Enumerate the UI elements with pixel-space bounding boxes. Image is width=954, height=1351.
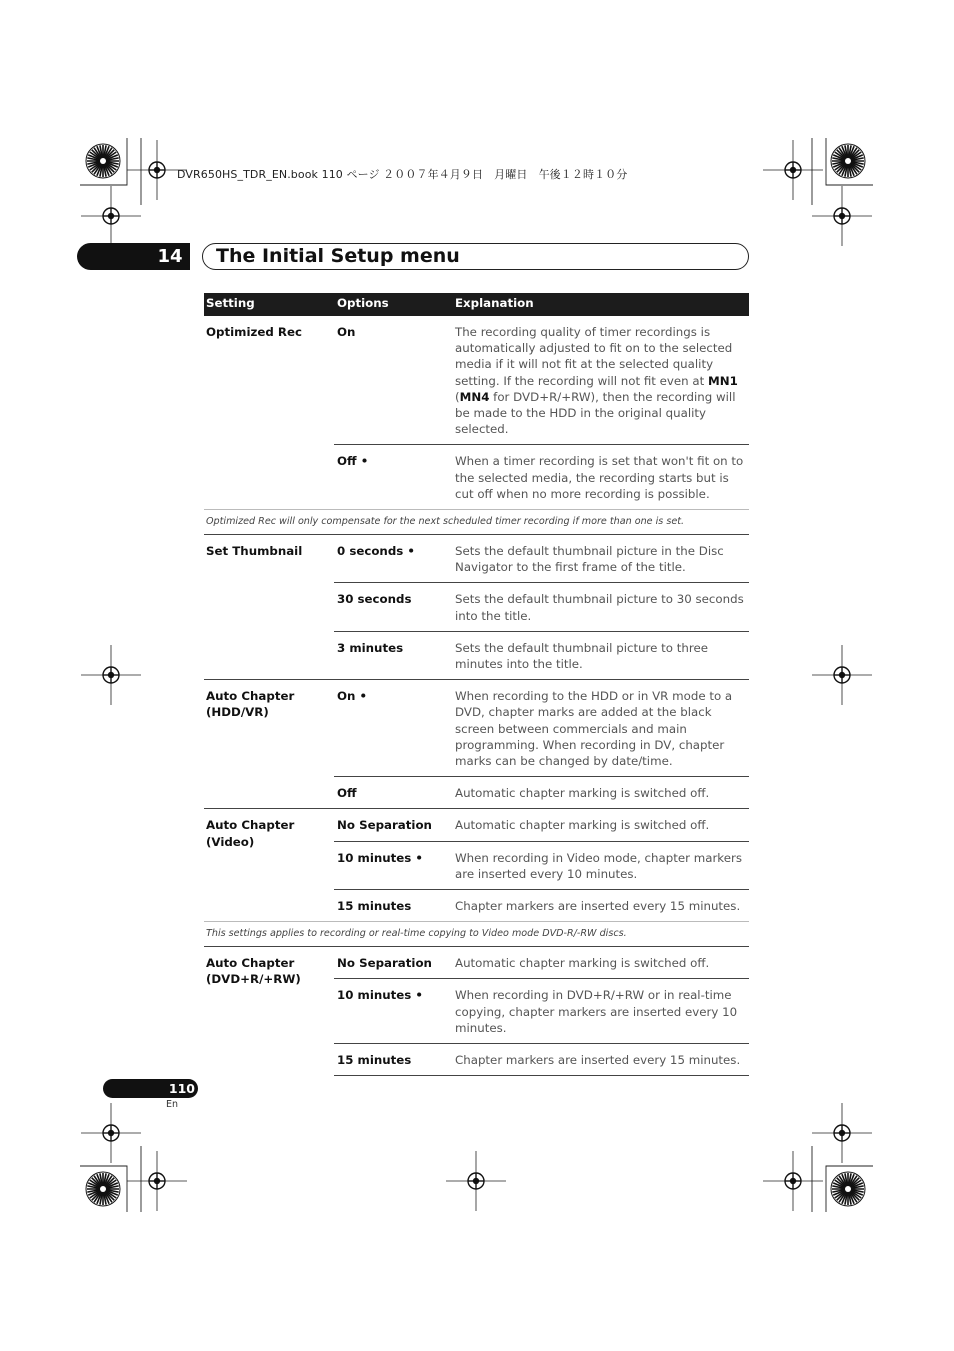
explanation-cell: Automatic chapter marking is switched off. <box>452 777 749 809</box>
chapter-title: The Initial Setup menu <box>216 245 460 267</box>
optimized-rec-note: Optimized Rec will only compensate for the next scheduled timer recording if more than one is set. <box>204 510 749 535</box>
table-header-row <box>204 293 749 316</box>
option-cell: On • <box>334 680 452 777</box>
mode-mn1: MN1 <box>708 373 738 388</box>
option-cell: 3 minutes <box>334 631 452 679</box>
explanation-cell: Chapter markers are inserted every 15 minutes. <box>452 890 749 922</box>
setting-auto-chapter-hdd: Auto Chapter (HDD/VR) <box>204 680 334 809</box>
explanation-cell: Automatic chapter marking is switched off. <box>452 809 749 841</box>
explanation-cell: Chapter markers are inserted every 15 minutes. <box>452 1044 749 1076</box>
setup-settings-table <box>204 293 749 1076</box>
explanation-cell: When recording in Video mode, chapter markers are inserted every 10 minutes. <box>452 841 749 889</box>
table-note-row <box>204 510 749 535</box>
table-row <box>204 535 749 583</box>
explanation-cell: Sets the default thumbnail picture to 30 seconds into the title. <box>452 583 749 631</box>
option-cell: No Separation <box>334 809 452 841</box>
page-number: 110 <box>168 1081 195 1096</box>
option-cell: On <box>337 325 356 339</box>
print-file-info: DVR650HS_TDR_EN.book 110 ページ ２００７年４月９日 月曜日 午後１２時１０分 <box>177 168 628 181</box>
table-row <box>204 809 749 841</box>
explanation-cell: The recording quality of timer recordings is automatically adjusted to fit on to the selected media if it will not fit at the selected quality setting. If the recording will not fit even at MN1 (MN4 for DVD+R/+RW), then the recording will be made to the HDD in the original quality selected. <box>455 325 738 437</box>
setting-optimized-rec: Optimized Rec <box>206 325 302 339</box>
explanation-cell: When recording in DVD+R/+RW or in real-time copying, chapter markers are inserted every 10 minutes. <box>452 979 749 1044</box>
option-cell: 0 seconds • <box>334 535 452 583</box>
table-row <box>204 680 749 777</box>
explanation-cell: When a timer recording is set that won't fit on to the selected media, the recording starts but is cut off when no more recording is possible. <box>452 445 749 510</box>
auto-chapter-video-note: This settings applies to recording or real-time copying to Video mode DVD-R/-RW discs. <box>204 922 749 947</box>
col-header-explanation: Explanation <box>452 293 749 316</box>
chapter-number: 14 <box>157 246 183 267</box>
explanation-cell: Sets the default thumbnail picture to three minutes into the title. <box>452 631 749 679</box>
col-header-options: Options <box>334 293 452 316</box>
option-cell: No Separation <box>334 947 452 979</box>
explanation-cell: When recording to the HDD or in VR mode to a DVD, chapter marks are added at the black screen between commercials and main programming. When recording in DV, chapter marks can be changed by date/time. <box>452 680 749 777</box>
option-cell: 30 seconds <box>334 583 452 631</box>
table-row <box>204 316 749 445</box>
explanation-cell: Automatic chapter marking is switched off. <box>452 947 749 979</box>
option-cell: Off <box>334 777 452 809</box>
table-row <box>204 947 749 979</box>
col-header-setting: Setting <box>204 293 334 316</box>
setting-set-thumbnail: Set Thumbnail <box>204 535 334 680</box>
setting-auto-chapter-dvd: Auto Chapter (DVD+R/+RW) <box>204 947 334 1076</box>
page-language: En <box>166 1099 179 1110</box>
option-cell: Off • <box>334 445 452 510</box>
table-note-row <box>204 922 749 947</box>
option-cell: 10 minutes • <box>334 979 452 1044</box>
option-cell: 15 minutes <box>334 890 452 922</box>
mode-mn4: MN4 <box>459 389 490 404</box>
explanation-cell: Sets the default thumbnail picture in the Disc Navigator to the first frame of the title. <box>452 535 749 583</box>
option-cell: 15 minutes <box>334 1044 452 1076</box>
setting-auto-chapter-video: Auto Chapter (Video) <box>204 809 334 922</box>
option-cell: 10 minutes • <box>334 841 452 889</box>
